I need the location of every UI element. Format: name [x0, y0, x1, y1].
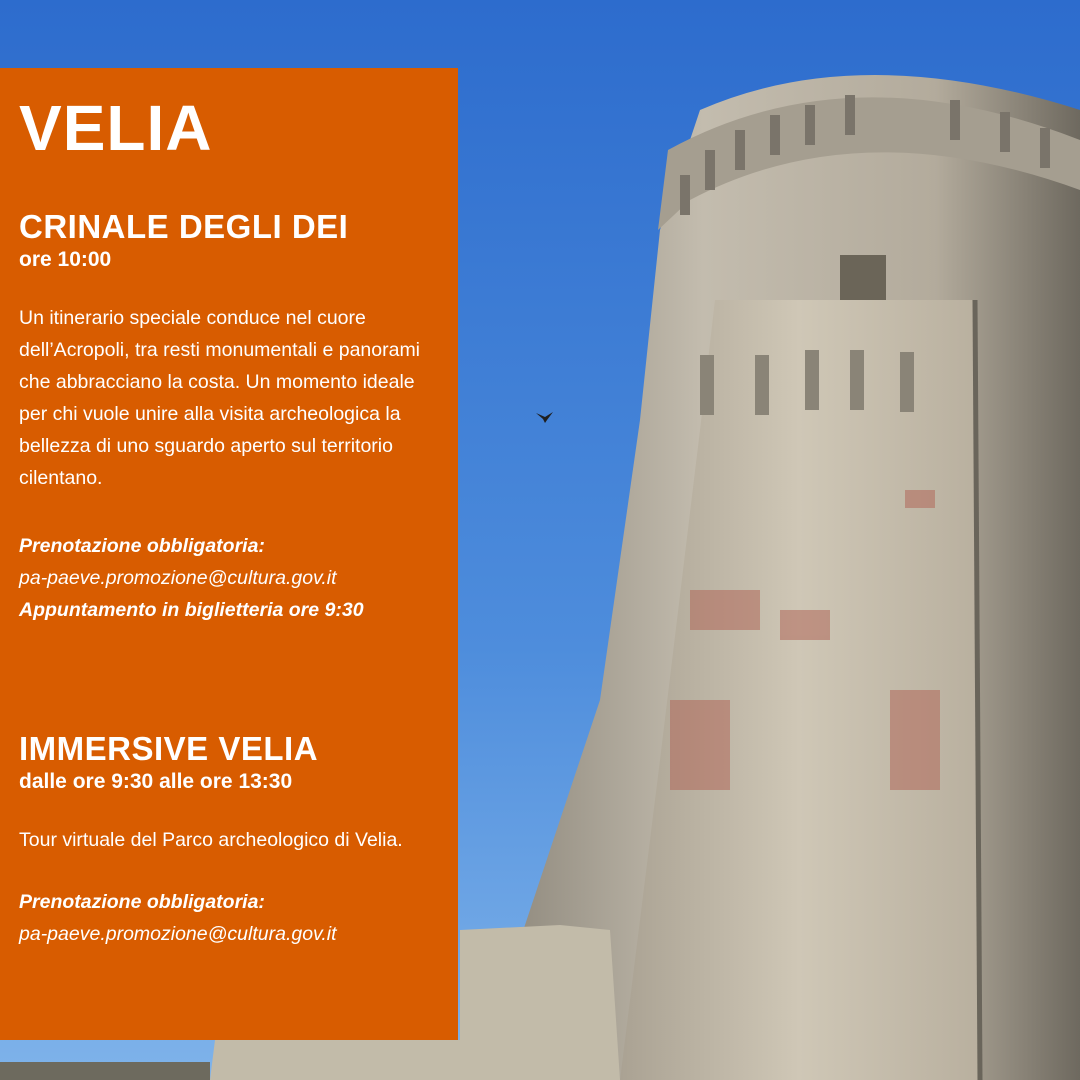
- event-heading: CRINALE DEGLI DEI: [19, 208, 349, 245]
- tower-window: [840, 255, 886, 301]
- event-time: ore 10:00: [19, 248, 112, 271]
- event-immersive: [19, 732, 449, 950]
- event-crinale: [19, 210, 449, 626]
- ground-rocks: [0, 1062, 210, 1080]
- booking-email[interactable]: pa-paeve.promozione@cultura.gov.it: [19, 923, 337, 946]
- booking-email[interactable]: pa-paeve.promozione@cultura.gov.it: [19, 567, 337, 590]
- event-heading: IMMERSIVE VELIA: [19, 730, 319, 767]
- booking-label: Prenotazione obbligatoria:: [19, 535, 265, 558]
- booking-label: Prenotazione obbligatoria:: [19, 891, 265, 914]
- site-title: VELIA: [19, 92, 213, 164]
- meeting-info: Appuntamento in biglietteria ore 9:30: [19, 599, 364, 622]
- event-description: Tour virtuale del Parco archeologico di Velia.: [19, 829, 403, 852]
- event-time: dalle ore 9:30 alle ore 13:30: [19, 770, 293, 793]
- event-description: Un itinerario speciale conduce nel cuore dell’Acropoli, tra resti monumentali e panorami che abbracciano la costa. Un momento ideale per chi vuole unire alla visita archeologica la bellezza di uno sguardo aperto sul territorio cilentano.: [19, 307, 421, 490]
